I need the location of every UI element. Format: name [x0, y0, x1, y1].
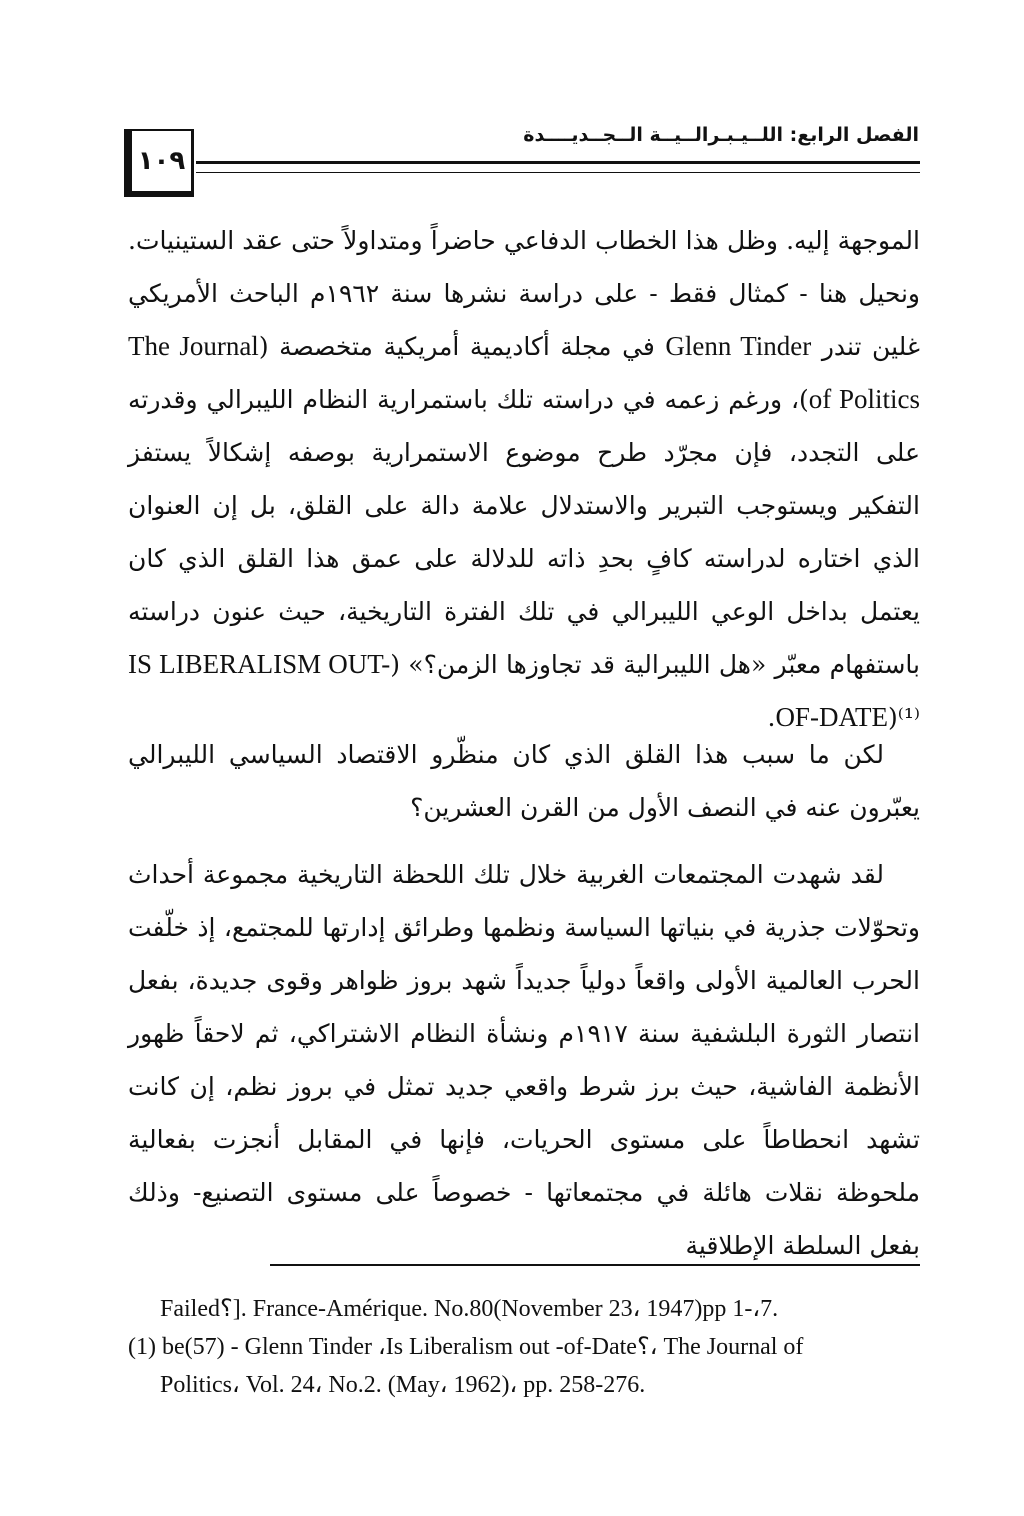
paragraph-2: لكن ما سبب هذا القلق الذي كان منظّرو الاقتصاد السياسي الليبرالي يعبّرون عنه في النصف الأول من القرن العشرين؟ [128, 740, 920, 822]
paragraph-1-text-c: )، ورغم زعمه في دراسته تلك باستمرارية النظام الليبرالي وقدرته على التجدد، فإن مجرّد طرح موضوع الاستمرارية بوصفه إشكالاً يستفز التفكير ويستوجب التبرير والاستدلال علامة دالة على القلق، بل إن العنوان الذي اختاره لدراسته كافٍ بحدِ ذاته للدلالة على عمق هذا القلق الذي كان يعتمل بداخل الوعي الليبرالي في تلك الفترة التاريخية، حيث عنون دراسته باستفهام معبّر «هل الليبرالية قد تجاوزها الزمن؟» ( [128, 385, 920, 679]
paragraph-3: لقد شهدت المجتمعات الغربية خلال تلك اللحظة التاريخية مجموعة أحداث وتحوّلات جذرية في بنياتها السياسة ونظمها وطرائق إدارتها للمجتمع، إذ خلّفت الحرب العالمية الأولى واقعاً دولياً جديداً شهد بروز ظواهر وقوى جديدة، بفعل انتصار الثورة البلشفية سنة ١٩١٧م ونشأة النظام الاشتراكي، ثم لاحقاً ظهور الأنظمة الفاشية، حيث برز شرط واقعي جديد تمثل في بروز نظم، إن كانت تشهد انحطاطاً على مستوى الحريات، فإنها في المقابل أنجزت بفعالية ملحوظة نقلات هائلة في مجتمعاتها - خصوصاً على مستوى التصنيع- وذلك بفعل السلطة الإطلاقية [128, 860, 920, 1260]
paragraph-1-text-d: )⁽¹⁾. [767, 703, 920, 732]
footnotes [128, 1290, 928, 1404]
article-title-latin: IS LIBERALISM OUT-OF-DATE [128, 649, 888, 732]
running-title: الفصل الرابع: اللــيـبـرالــيــة الــجــديــــدة [523, 124, 919, 146]
journal-name-latin: The Journal of Politics [128, 331, 920, 414]
author-name-latin: Glenn Tinder [665, 331, 812, 361]
header-rule-thin [196, 172, 920, 173]
footnote-line: Politics، Vol. 24، No.2. (May، 1962)، pp. 258-276. [160, 1372, 646, 1398]
paragraph-1-text-b: في مجلة أكاديمية أمريكية متخصصة ( [258, 332, 666, 361]
footnote-line: Failed؟]. France-Amérique. No.80(November 23، 1947)pp 1-،7. [160, 1296, 779, 1322]
page-number: ١٠٩ [124, 129, 194, 197]
paragraph-1 [128, 214, 920, 744]
paragraph-1-text-a: الموجهة إليه. وظل هذا الخطاب الدفاعي حاضراً ومتداولاً حتى عقد الستينيات. ونحيل هنا - كمثال فقط - على دراسة نشرها سنة ١٩٦٢م الباحث الأمريكي غلين تندر [128, 226, 920, 361]
header-rule-thick [196, 161, 920, 164]
footnote-separator [270, 1264, 920, 1266]
footnote-line: (1) be(57) - Glenn Tinder ،Is Liberalism out -of-Date؟، The Journal of [128, 1334, 804, 1360]
